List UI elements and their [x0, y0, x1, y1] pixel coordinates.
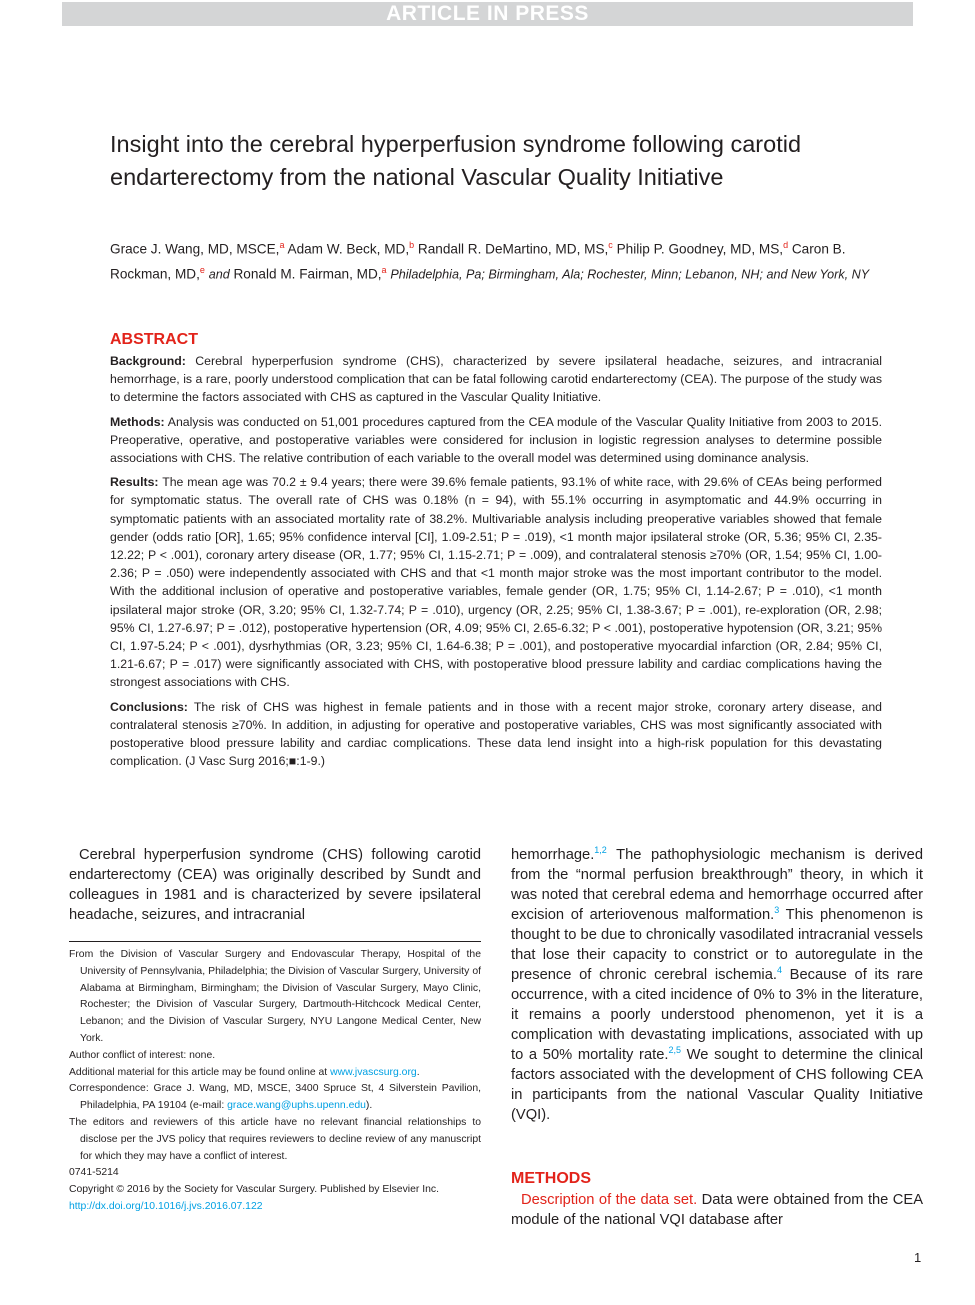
author-list — [110, 235, 885, 285]
reference-link[interactable]: 4 — [776, 965, 782, 976]
author-conjunction: and — [208, 267, 230, 282]
author-affiliation: a — [381, 264, 387, 275]
abstract-text: The mean age was 70.2 ± 9.4 years; there were 39.6% female patients, 93.1% of white race, with 29.6% of CEAs being performed for symptomatic status. The overall rate of CHS was 0.18% (n = 94), with 55.1% occurring in asymptomatic and 44.9% occurring in symptomatic patients with an associated mortality rate of 38.2%. Multivariable analysis including preoperative variables showed that female gender (odds ratio [OR], 1.65; 95% confidence interval [CI], 1.09-2.51; P = .019), <1 month major ipsilateral stroke (OR, 5.36; 95% CI, 2.35-12.22; P < .001), coronary artery disease (OR, 1.77; 95% CI, 1.15-2.71; P = .009), and contralateral stenosis ≥70% (OR, 1.54; 95% CI, 1.00-2.36; P = .050) were independently associated with CHS and that <1 month major stroke was the most important contributor to the model. With the additional inclusion of operative and postoperative variables, female gender (OR, 1.75; 95% CI, 1.14-2.67; P = .010), <1 month ipsilateral major stroke (OR, 3.20; 95% CI, 1.32-7.74; P = .010), urgency (OR, 2.25; 95% CI, 1.38-3.67; P = .001), re-exploration (OR, 2.98; 95% CI, 1.27-6.97; P = .012), postoperative hypertension (OR, 4.09; 95% CI, 2.65-6.32; P < .001), postoperative hypotension (OR, 3.21; 95% CI, 1.97-5.24; P < .001), dysrhythmias (OR, 3.23; 95% CI, 1.64-6.38; P = .001), and postoperative myocardial infarction (OR, 2.84; 95% CI, 1.21-6.67; P = .017) were significantly associated with CHS, with postoperative blood pressure lability and cardiac complications having the strongest associations with CHS. — [110, 475, 882, 690]
left-column — [69, 845, 481, 925]
page-number: 1 — [914, 1250, 922, 1265]
footnote-text: . — [416, 1066, 420, 1078]
body-text: Data were obtained from the CEA module of the national VQI database after — [511, 1192, 923, 1228]
abstract-results — [110, 473, 882, 691]
body-text: This phenomenon is thought to be due to chronically vasodilated intracranial vessels that lose their capacity to constrict or to autoregulate in the presence of chronic cerebral ischemia. — [511, 907, 923, 983]
reference-link[interactable]: 1,2 — [594, 845, 607, 856]
footnote-copyright: Copyright © 2016 by the Society for Vascular Surgery. Published by Elsevier Inc. — [69, 1184, 439, 1196]
footnote-issn: 0741-5214 — [69, 1167, 119, 1179]
doi-link[interactable]: http://dx.doi.org/10.1016/j.jvs.2016.07.122 — [69, 1200, 263, 1212]
intro-paragraph: Cerebral hyperperfusion syndrome (CHS) following carotid endarterectomy (CEA) was originally described by Sundt and colleagues in 1981 and is characterized by severe ipsilateral headache, seizures, and intracranial — [69, 847, 481, 923]
abstract-label: Conclusions: — [110, 699, 188, 714]
footnote-divider — [69, 941, 481, 942]
author-affiliation: b — [409, 240, 415, 250]
abstract-section — [110, 330, 882, 776]
author-locations: Philadelphia, Pa; Birmingham, Ala; Rochester, Minn; Lebanon, NH; and New York, NY — [390, 267, 870, 282]
author-affiliation: d — [783, 240, 789, 250]
author-name: Philip P. Goodney, MD, MS, — [616, 241, 784, 257]
article-in-press-banner: ARTICLE IN PRESS — [62, 2, 913, 26]
abstract-background — [110, 352, 882, 407]
footnotes — [69, 947, 481, 1216]
reference-link[interactable]: 2,5 — [668, 1045, 681, 1056]
footnote-text: ). — [365, 1100, 373, 1112]
body-text: hemorrhage. — [511, 847, 595, 863]
abstract-heading: ABSTRACT — [110, 331, 198, 348]
journal-website-link[interactable]: www.jvascsurg.org — [330, 1066, 417, 1078]
footnote-text: Correspondence: Grace J. Wang, MD, MSCE, 3400 Spruce St, 4 Silverstein Pavilion, Philadelphia, PA 19104 (e-mail: — [69, 1083, 481, 1112]
body-text: Because of its rare occurrence, with a cited incidence of 0% to 3% in the literature, it remains a poorly understood phenomenon, yet it is a complication with devastating implications, associated with up to a 50% mortality rate. — [511, 967, 923, 1063]
author-affiliation: e — [199, 264, 205, 275]
author-affiliation: c — [608, 240, 613, 250]
footnote-additional — [69, 1065, 481, 1082]
footnote-text: Additional material for this article may be found online at — [69, 1066, 331, 1078]
email-link[interactable]: grace.wang@uphs.upenn.edu — [227, 1100, 366, 1112]
abstract-label: Methods: — [110, 414, 165, 429]
author-name: Caron B. Rockman, MD, — [110, 241, 846, 282]
abstract-conclusions — [110, 698, 882, 771]
abstract-label: Results: — [110, 475, 159, 490]
footnote-editors: The editors and reviewers of this article have no relevant financial relationships to disclose per the JVS policy that requires reviewers to decline review of any manuscript for which they may have a conflict of interest. — [69, 1116, 481, 1162]
author-name: Ronald M. Fairman, MD, — [233, 266, 382, 282]
author-affiliation: a — [279, 240, 285, 250]
intro-paragraph-continued — [511, 845, 923, 1125]
abstract-text: The risk of CHS was highest in female patients and in those with a recent major stroke, coronary artery disease, and contralateral stenosis ≥70%. In addition, in adjusting for operative and postoperative variables, CHS was most significantly associated with postoperative blood pressure lability and cardiac complications. These data lend insight into a high-risk population for this devastating complication. (J Vasc Surg 2016;■:1-9.) — [110, 699, 882, 769]
abstract-text: Cerebral hyperperfusion syndrome (CHS), characterized by severe ipsilateral headache, seizures, and intracranial hemorrhage, is a rare, poorly understood complication that can be fatal following carotid endarterectomy (CEA). The purpose of the study was to determine the factors associated with CHS as captured in the Vascular Quality Initiative. — [110, 354, 883, 405]
footnote-correspondence — [69, 1081, 481, 1115]
author-name: Randall R. DeMartino, MD, MS, — [417, 241, 609, 257]
body-text: The pathophysiologic mechanism is derived from the “normal perfusion breakthrough” theory, in which it was noted that cerebral edema and hemorrhage occurred after excision of arteriovenous malformation. — [511, 847, 923, 923]
methods-subheading: Description of the data set. — [521, 1192, 698, 1208]
reference-link[interactable]: 3 — [774, 905, 780, 916]
footnote-conflict: Author conflict of interest: none. — [69, 1049, 216, 1061]
methods-paragraph — [511, 1190, 923, 1230]
methods-heading: METHODS — [511, 1170, 591, 1187]
abstract-text: Analysis was conducted on 51,001 procedures captured from the CEA module of the Vascular Quality Initiative from 2003 to 2015. Preoperative, operative, and postoperative variables were considered for inclusion in logistic regression analyses to determine possible associations with CHS. The relative contribution of each variable to the overall model was determined using dominance analysis. — [110, 414, 882, 466]
author-name: Grace J. Wang, MD, MSCE, — [110, 241, 280, 257]
footnote-affiliations: From the Division of Vascular Surgery and Endovascular Therapy, Hospital of the University of Pennsylvania, Philadelphia; the Division of Vascular Surgery, University of Alabama at Birmingham, Birmingham; the Division of Vascular Surgery, Mayo Clinic, Rochester; the Division of Vascular Surgery, Dartmouth-Hitchcock Medical Center, Lebanon; and the Division of Vascular Surgery, NYU Langone Medical Center, New York. — [69, 949, 481, 1044]
abstract-label: Background: — [110, 354, 186, 368]
author-name: Adam W. Beck, MD, — [287, 241, 410, 257]
article-title: Insight into the cerebral hyperperfusion syndrome following carotid endarterectomy from the national Vascular Quality Initiative — [110, 131, 802, 190]
right-column — [511, 845, 923, 1125]
abstract-methods — [110, 413, 882, 468]
body-text: We sought to determine the clinical factors associated with the development of CHS following CEA in participants from the national Vascular Quality Initiative (VQI). — [511, 1047, 924, 1123]
